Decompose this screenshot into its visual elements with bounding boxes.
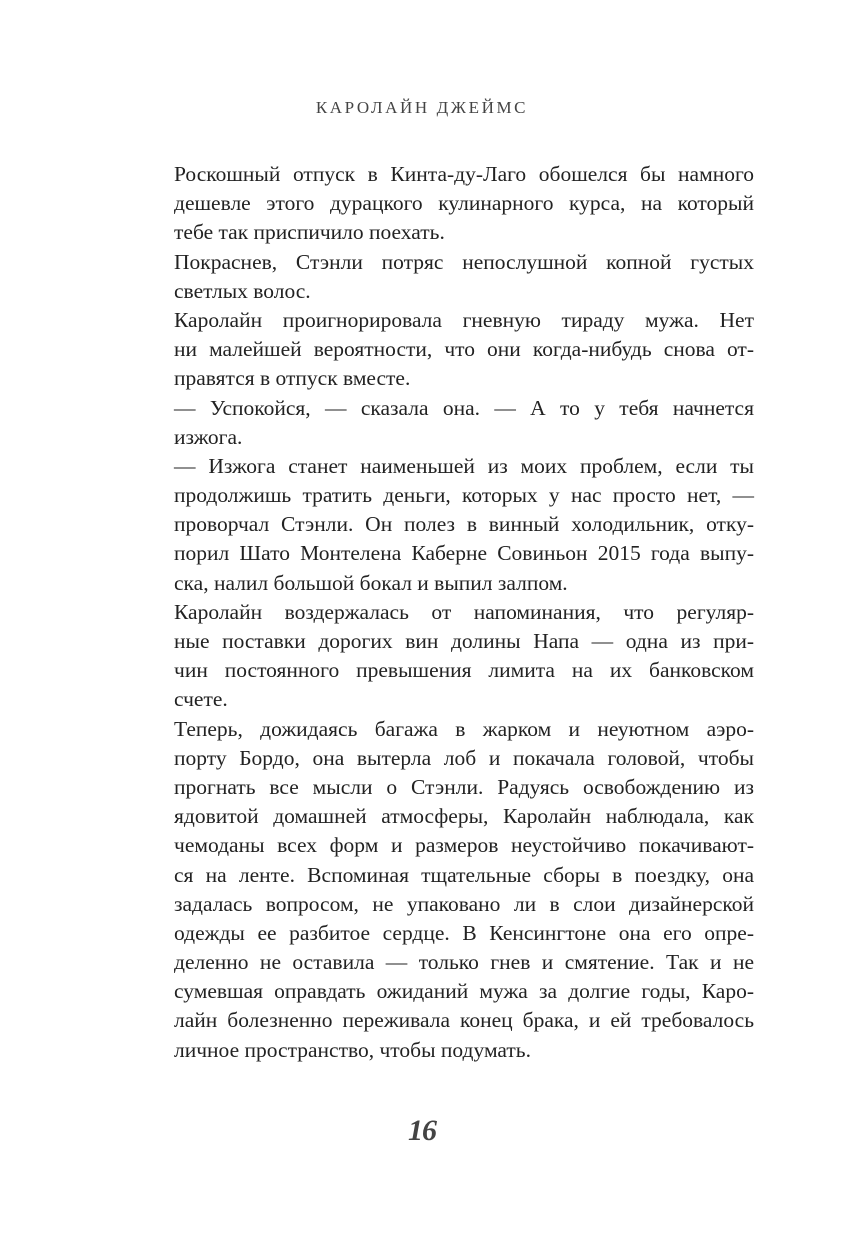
running-header: КАРОЛАЙН ДЖЕЙМС (315, 98, 529, 117)
text-line: лайн болезненно переживала конец брака, и ей требовалось (174, 1008, 754, 1033)
text-line: порту Бордо, она вытерла лоб и покачала головой, чтобы (174, 745, 754, 770)
text-line: изжога. (174, 424, 243, 449)
paragraph-first-line: Каролайн проигнорировала гневную тираду мужа. Нет (174, 307, 754, 332)
paragraph-first-line: — Изжога станет наименьшей из моих проблем, если ты (174, 453, 754, 478)
paragraph-first-line: — Успокойся, — сказала она. — А то у тебя начнется (174, 395, 754, 420)
paragraph-first-line: Каролайн воздержалась от напоминания, что регуляр- (174, 599, 754, 624)
text-line: ные поставки дорогих вин долины Напа — одна из при- (174, 629, 754, 653)
text-line: счете. (174, 687, 228, 712)
text-line: ска, налил большой бокал и выпил залпом. (174, 570, 568, 595)
text-line: личное пространство, чтобы подумать. (174, 1037, 531, 1062)
text-line: порил Шато Монтелена Каберне Совиньон 2015 года выпу- (174, 541, 754, 566)
text-line: светлых волос. (174, 278, 311, 303)
text-line: продолжишь тратить деньги, которых у нас просто нет, — (174, 483, 754, 508)
text-line: чемоданы всех форм и размеров неустойчиво покачивают- (174, 833, 754, 858)
text-line: ни малейшей вероятности, что они когда-нибудь снова от- (174, 337, 754, 362)
text-line: тебе так приспичило поехать. (174, 220, 445, 245)
text-line: сумевшая оправдать ожиданий мужа за долгие годы, Каро- (174, 979, 754, 1004)
text-line: чин постоянного превышения лимита на их банковском (174, 658, 754, 683)
text-line: ся на ленте. Вспоминая тщательные сборы в поездку, она (174, 862, 754, 887)
text-line: задалась вопросом, не упаковано ли в слои дизайнерской (174, 891, 754, 916)
text-line: правятся в отпуск вместе. (174, 366, 411, 391)
text-line: Роскошный отпуск в Кинта-ду-Лаго обошелся бы намного (174, 162, 754, 186)
text-line: одежды ее разбитое сердце. В Кенсингтоне она его опре- (174, 920, 754, 945)
text-line: проворчал Стэнли. Он полез в винный холодильник, отку- (174, 512, 754, 537)
text-line: дешевле этого дурацкого кулинарного курса, на который (174, 191, 754, 216)
text-line: прогнать все мысли о Стэнли. Радуясь освобождению из (174, 774, 754, 799)
paragraph-first-line: Покраснев, Стэнли потряс непослушной копной густых (174, 249, 754, 274)
text-line: ядовитой домашней атмосферы, Каролайн наблюдала, как (174, 804, 754, 829)
text-line: деленно не оставила — только гнев и смятение. Так и не (174, 950, 754, 975)
page-number: 16 (408, 1114, 436, 1147)
paragraph-first-line: Теперь, дожидаясь багажа в жарком и неуютном аэро- (174, 716, 754, 741)
body-text (174, 160, 754, 1065)
